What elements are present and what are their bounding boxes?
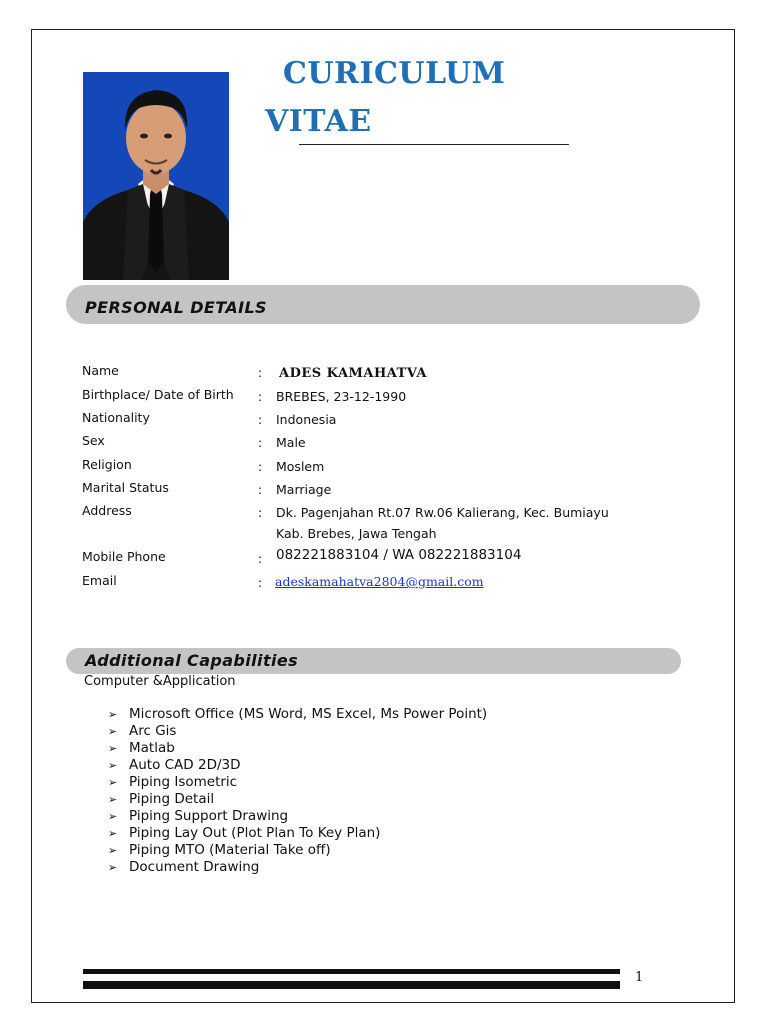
detail-colon: : xyxy=(258,389,263,404)
list-item-text: Arc Gis xyxy=(129,723,177,739)
page-number: 1 xyxy=(635,970,644,985)
detail-label: Mobile Phone xyxy=(82,549,166,564)
detail-value-nationality: Indonesia xyxy=(276,412,337,427)
list-item xyxy=(108,808,487,825)
cv-title-line2: VITAE xyxy=(265,104,372,139)
list-item-text: Microsoft Office (MS Word, MS Excel, Ms Power Point) xyxy=(129,706,488,722)
list-item-text: Piping Isometric xyxy=(129,774,238,790)
detail-colon: : xyxy=(258,482,263,497)
list-item xyxy=(108,706,487,723)
detail-colon: : xyxy=(258,435,263,450)
capabilities-heading: Additional Capabilities xyxy=(85,651,299,670)
detail-label: Email xyxy=(82,573,117,588)
arrow-bullet-icon: ➢ xyxy=(108,776,118,789)
detail-label: Name xyxy=(82,363,119,378)
arrow-bullet-icon: ➢ xyxy=(108,844,118,857)
arrow-bullet-icon: ➢ xyxy=(108,861,118,874)
list-item xyxy=(108,757,487,774)
list-item xyxy=(108,774,487,791)
arrow-bullet-icon: ➢ xyxy=(108,759,118,772)
detail-colon: : xyxy=(258,551,263,566)
detail-value-phone: 082221883104 / WA 082221883104 xyxy=(276,547,522,563)
detail-colon: : xyxy=(258,459,263,474)
detail-label: Marital Status xyxy=(82,480,169,495)
arrow-bullet-icon: ➢ xyxy=(108,742,118,755)
title-underline xyxy=(299,144,569,145)
list-item-text: Piping MTO (Material Take off) xyxy=(129,842,331,858)
detail-colon: : xyxy=(258,365,263,380)
list-item xyxy=(108,723,487,740)
arrow-bullet-icon: ➢ xyxy=(108,810,118,823)
list-item-text: Piping Detail xyxy=(129,791,215,807)
detail-value-religion: Moslem xyxy=(276,459,325,474)
arrow-bullet-icon: ➢ xyxy=(108,708,118,721)
list-item xyxy=(108,791,487,808)
list-item xyxy=(108,859,487,876)
detail-colon: : xyxy=(258,412,263,427)
footer-rule-thin xyxy=(83,969,620,974)
list-item-text: Document Drawing xyxy=(129,859,260,875)
detail-label: Birthplace/ Date of Birth xyxy=(82,387,234,402)
detail-colon: : xyxy=(258,575,263,590)
arrow-bullet-icon: ➢ xyxy=(108,725,118,738)
capabilities-subheading: Computer &Application xyxy=(84,674,236,689)
detail-value-address: Dk. Pagenjahan Rt.07 Rw.06 Kalierang, Kec. Bumiayu xyxy=(276,505,609,520)
detail-value-name: ADES KAMAHATVA xyxy=(279,366,428,381)
list-item xyxy=(108,825,487,842)
list-item-text: Piping Support Drawing xyxy=(129,808,289,824)
list-item-text: Matlab xyxy=(129,740,175,756)
detail-label: Religion xyxy=(82,457,132,472)
detail-label: Nationality xyxy=(82,410,150,425)
list-item xyxy=(108,842,487,859)
footer-rule-thick xyxy=(83,981,620,989)
arrow-bullet-icon: ➢ xyxy=(108,827,118,840)
profile-photo xyxy=(83,72,229,280)
list-item-text: Auto CAD 2D/3D xyxy=(129,757,241,773)
detail-value-marital: Marriage xyxy=(276,482,332,497)
list-item-text: Piping Lay Out (Plot Plan To Key Plan) xyxy=(129,825,381,841)
detail-value-address-line2: Kab. Brebes, Jawa Tengah xyxy=(276,526,437,541)
person-portrait-icon xyxy=(83,72,229,280)
list-item xyxy=(108,740,487,757)
capabilities-list xyxy=(108,706,487,876)
personal-details-heading: PERSONAL DETAILS xyxy=(85,298,267,317)
detail-value-birth: BREBES, 23-12-1990 xyxy=(276,389,407,404)
email-link[interactable]: adeskamahatva2804@gmail.com xyxy=(275,574,484,589)
detail-label: Sex xyxy=(82,433,105,448)
cv-title-line1: CURICULUM xyxy=(283,56,506,91)
detail-label: Address xyxy=(82,503,132,518)
arrow-bullet-icon: ➢ xyxy=(108,793,118,806)
detail-colon: : xyxy=(258,505,263,520)
detail-value-sex: Male xyxy=(276,435,306,450)
